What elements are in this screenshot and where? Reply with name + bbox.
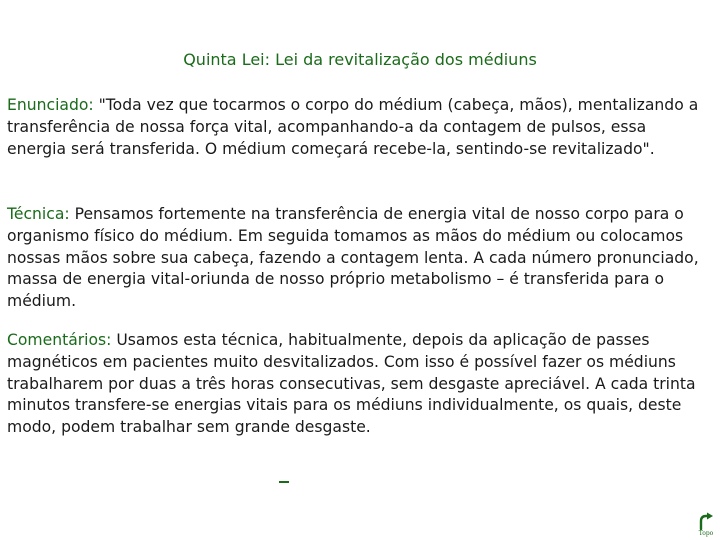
page-title: Quinta Lei: Lei da revitalização dos médiuns	[183, 50, 537, 69]
paragraph-text: Usamos esta técnica, habitualmente, depois da aplicação de passes magnéticos em pacientes muito desvitalizados. Com isso é possível fazer os médiuns trabalharem por duas a três horas consecutivas, sem desgaste apreciável. A cada trinta minutos transfere-se energias vitais para os médiuns individualmente, os quais, deste modo, podem trabalhar sem grande desgaste.	[7, 331, 696, 437]
up-arrow-icon	[694, 512, 718, 530]
paragraph-text: Pensamos fortemente na transferência de energia vital de nosso corpo para o organismo físico do médium. Em seguida tomamos as mãos do médium ou colocamos nossas mãos sobre sua cabeça, fazendo a contagem lenta. A cada número pronunciado, massa de energia vital-oriunda de nosso próprio metabolismo – é transferida para o médium.	[7, 205, 699, 311]
topo-button[interactable]	[694, 512, 718, 538]
text-cursor-mark	[279, 481, 289, 483]
topo-label: Topo	[698, 530, 714, 537]
paragraph-text: "Toda vez que tocarmos o corpo do médium (cabeça, mãos), mentalizando a transferência de nossa força vital, acompanhando-a da contagem de pulsos, essa energia será transferida. O médium começará recebe-la, sentindo-se revitalizado".	[7, 96, 699, 158]
paragraph-tecnica	[7, 204, 707, 313]
paragraph-lead: Enunciado:	[7, 96, 94, 114]
paragraph-lead: Técnica:	[7, 205, 70, 223]
paragraph-lead: Comentários:	[7, 331, 112, 349]
paragraph-comentarios	[7, 330, 707, 439]
paragraph-enunciado	[7, 95, 707, 160]
